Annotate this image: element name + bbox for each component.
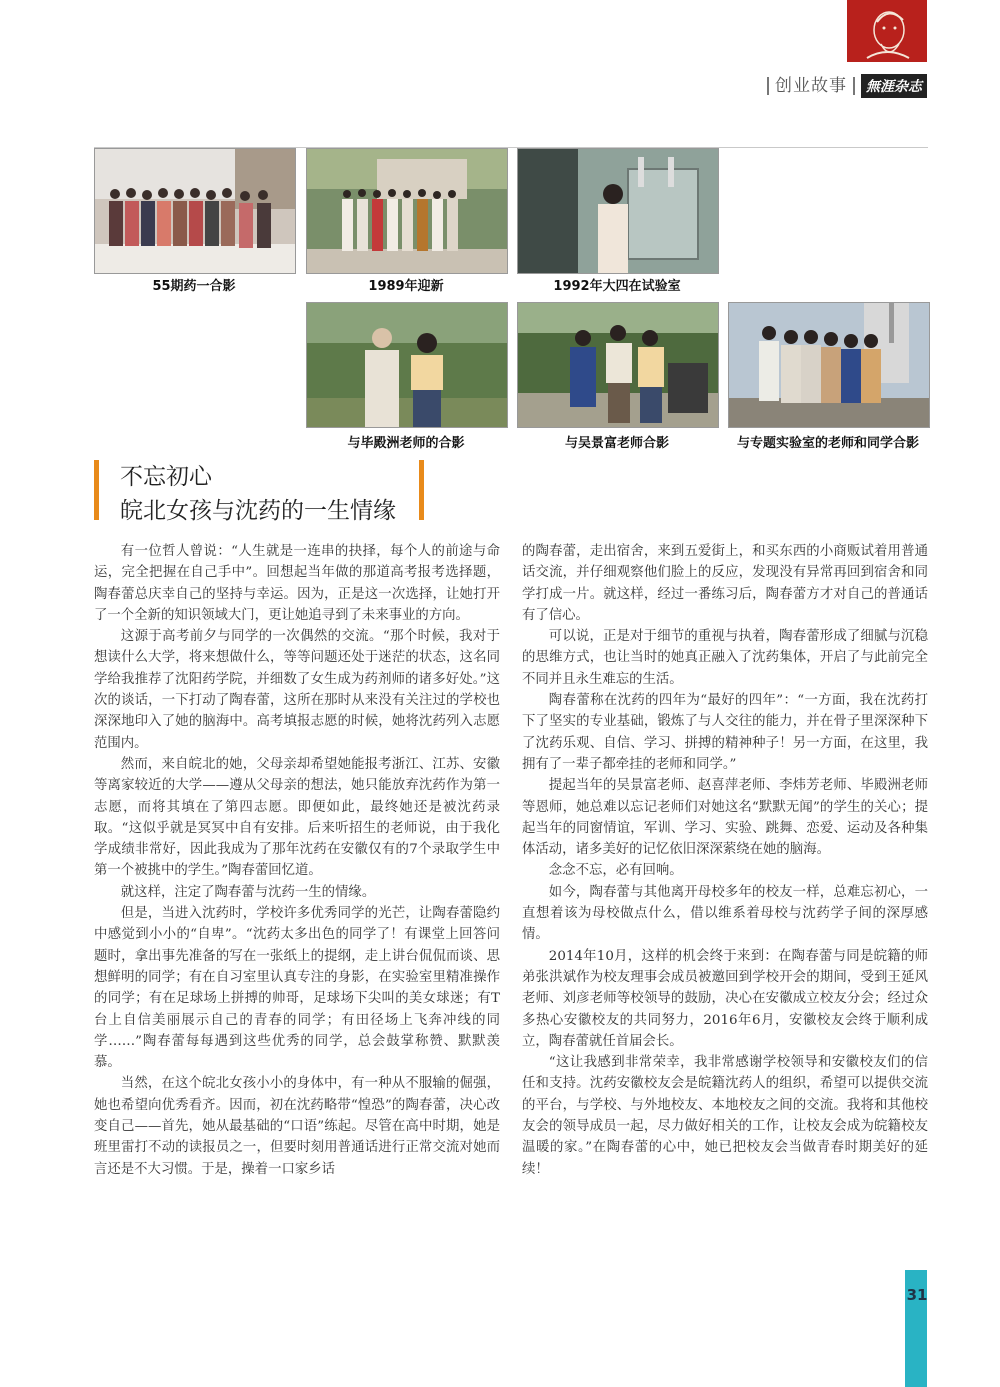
article-title <box>94 456 434 522</box>
paragraph: 可以说，正是对于细节的重视与执着，陶春蕾形成了细腻与沉稳的思维方式，也让当时的她真正融入了沈药集体，开启了与此前完全不同并且永生难忘的生活。 <box>522 629 928 687</box>
magazine-logo <box>847 0 927 62</box>
paragraph: 2014年10月，这样的机会终于来到：在陶春蕾与同是皖籍的师弟张洪斌作为校友理事会成员被邀回到学校开会的期间，受到王延风老师、刘彦老师等校领导的鼓励，决心在安徽成立校友分会；经过众多热心安徽校友的共同努力，2016年6月，安徽校友会终于顺利成立，陶春蕾就任首届会长。 <box>522 948 928 1049</box>
photo-caption: 与吴景富老师合影 <box>564 436 669 451</box>
section-tag: 创业故事 <box>767 77 855 95</box>
photo-class-group <box>94 148 296 274</box>
paragraph: 就这样，注定了陶春蕾与沈药一生的情缘。 <box>120 884 376 900</box>
paragraph: “这让我感到非常荣幸，我非常感谢学校领导和安徽校友们的信任和支持。沈药安徽校友会是皖籍沈药人的组织，希望可以提供交流的平台，与学校、与外地校友、本地校友之间的交流。我将和其他校友会的领导成员一起，尽力做好相关的工作，让校友会成为皖籍校友温暖的家。”在陶春蕾的心中，她已把校友会当做青春时期美好的延续！ <box>522 1055 928 1177</box>
paragraph: 陶春蕾称在沈药的四年为“最好的四年”：“一方面，我在沈药打下了坚实的专业基础，锻炼了与人交往的能力，并在骨子里深深种下了沈药乐观、自信、学习、拼搏的精神种子！另一方面，在这里，我拥有了一辈子都牵挂的老师和同学。” <box>522 693 928 772</box>
photo-caption: 1992年大四在试验室 <box>553 279 681 294</box>
paragraph: 当然，在这个皖北女孩小小的身体中，有一种从不服输的倔强，她也希望向优秀看齐。因而，初在沈药略带“惶恐”的陶春蕾，决心改变自己——首先，她从最基础的“口语”练起。尽管在高中时期，她是班里雷打不动的读报员之一，但要时刻用普通话进行正常交流对她而言还是不大习惯。于是，操着一口家乡话 <box>94 1076 500 1177</box>
photo-with-teacher-wu <box>517 302 719 428</box>
photo-caption: 1989年迎新 <box>368 279 444 294</box>
magazine-name: 無涯杂志 <box>861 74 927 98</box>
photo-lab-1992 <box>517 148 719 274</box>
title-accent-bar <box>94 460 99 520</box>
page-number: 31 <box>906 1286 928 1304</box>
paragraph: 提起当年的吴景富老师、赵喜萍老师、李炜芳老师、毕殿洲老师等恩师，她总难以忘记老师们对她这名“默默无闻”的学生的关心；提起当年的同窗情谊，军训、学习、实验、跳舞、恋爱、运动及各种集体活动，诸多美好的记忆依旧深深萦绕在她的脑海。 <box>522 778 928 858</box>
photo-caption: 55期药一合影 <box>152 279 236 294</box>
title-line-2: 皖北女孩与沈药的一生情缘 <box>120 498 396 524</box>
photo-with-lab-group <box>728 302 930 428</box>
photo-caption: 与专题实验室的老师和同学合影 <box>736 436 919 451</box>
title-accent-bar <box>419 460 424 520</box>
paragraph: 的陶春蕾，走出宿舍，来到五爱街上，和买东西的小商贩试着用普通话交流，并仔细观察他们脸上的反应，发现没有异常再回到宿舍和同学打成一片。就这样，经过一番练习后，陶春蕾方才对自己的普通话有了信心。 <box>522 544 928 623</box>
paragraph: 如今，陶春蕾与其他离开母校多年的校友一样，总难忘初心，一直想着该为母校做点什么，借以维系着母校与沈药学子间的深厚感情。 <box>522 884 928 943</box>
header-bar <box>760 74 927 98</box>
paragraph: 但是，当进入沈药时，学校许多优秀同学的光芒，让陶春蕾隐约中感觉到小小的“自卑”。“沈药太多出色的同学了！有课堂上回答问题时，拿出事先准备的写在一张纸上的提纲，走上讲台侃侃而谈、思想鲜明的同学；有在自习室里认真专注的身影，在实验室里精准操作的同学；有在足球场上拼搏的帅哥，足球场下尖叫的美女球迷；有T台上自信美丽展示自己的青春的同学；有田径场上飞奔冲线的同学……”陶春蕾每每遇到这些优秀的同学，总会鼓掌称赞、默默羡慕。 <box>94 906 500 1071</box>
portrait-logo-icon <box>847 0 927 62</box>
article-column-left <box>94 541 500 1180</box>
photo-with-teacher-bi <box>306 302 508 428</box>
photo-welcome-1989 <box>306 148 508 274</box>
paragraph: 然而，来自皖北的她，父母亲却希望她能报考浙江、江苏、安徽等离家较近的大学——遵从父母亲的想法，她只能放弃沈药作为第一志愿，而将其填在了第四志愿。即便如此，最终她还是被沈药录取。“这似乎就是冥冥中自有安排。后来听招生的老师说，由于我化学成绩非常好，因此我成为了那年沈药在安徽仅有的7个录取学生中第一个被挑中的学生。”陶春蕾回忆道。 <box>94 756 500 879</box>
paragraph: 念念不忘，必有回响。 <box>548 863 683 879</box>
photo-caption: 与毕殿洲老师的合影 <box>347 436 465 451</box>
article-column-right <box>522 541 928 1180</box>
paragraph: 有一位哲人曾说：“人生就是一连串的抉择，每个人的前途与命运，完全把握在自己手中”。回想起当年做的那道高考报考选择题，陶春蕾总庆幸自己的坚持与幸运。因为，正是这一次选择，让她打开了一个全新的知识领域大门，更让她追寻到了未来事业的方向。 <box>94 544 500 623</box>
paragraph: 这源于高考前夕与同学的一次偶然的交流。“那个时候，我对于想读什么大学，将来想做什么，等等问题还处于迷茫的状态，这名同学给我推荐了沈阳药学院，并细数了女生成为药剂师的诸多好处。”这次的谈话，一下打动了陶春蕾，这所在那时从来没有关注过的学校也深深地印入了她的脑海中。高考填报志愿的时候，她将沈药列入志愿范围内。 <box>94 629 500 751</box>
title-line-1: 不忘初心 <box>120 464 212 490</box>
